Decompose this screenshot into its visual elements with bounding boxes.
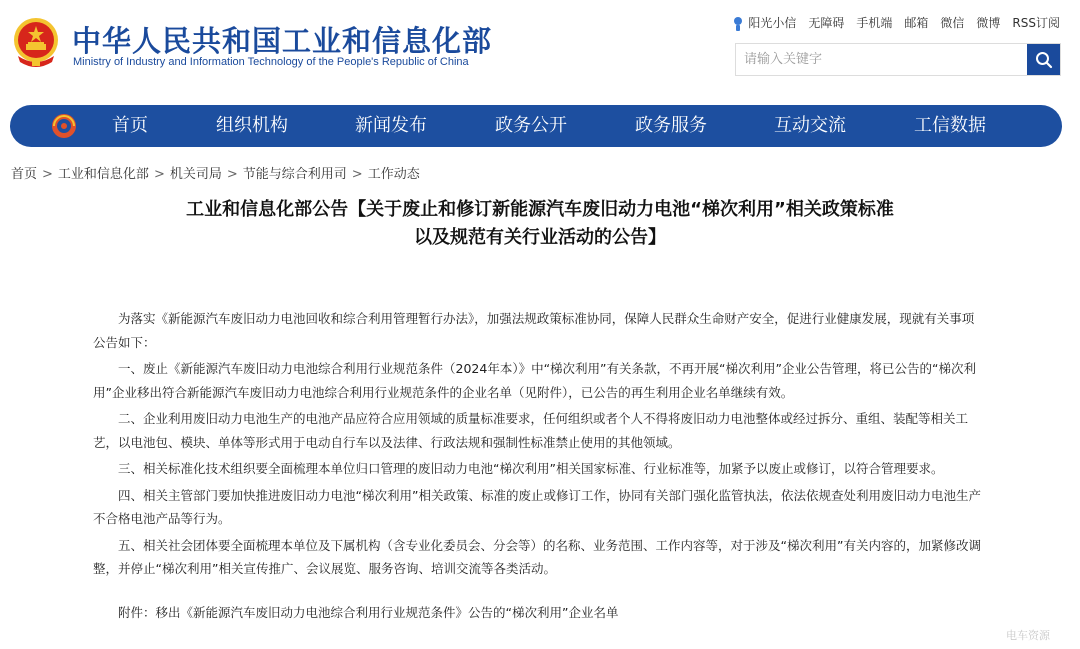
top-link-rss[interactable]: RSS订阅 [1012, 16, 1060, 31]
search-input[interactable] [736, 44, 1028, 75]
watermark: 电车资源 [1006, 629, 1050, 642]
breadcrumb [11, 163, 420, 182]
top-link-mobile[interactable]: 手机端 [856, 16, 893, 31]
article-paragraph-1: 一、废止《新能源汽车废旧动力电池综合利用行业规范条件（2024年本）》中“梯次利用”有关条款，不再开展“梯次利用”企业公告管理，将已公告的“梯次利用”企业移出符合新能源汽车废旧动力电池综合利用行业规范条件的企业名单（见附件），已公告的再生利用企业名单继续有效。 [93, 361, 976, 400]
nav-item-news[interactable]: 新闻发布 [355, 115, 427, 136]
article-title [100, 196, 980, 252]
top-link-label: 阳光小信 [748, 16, 797, 30]
breadcrumb-ministry[interactable]: 工业和信息化部 [57, 167, 149, 182]
breadcrumb-separator: > [153, 167, 165, 182]
search-icon [1035, 51, 1053, 69]
top-link-weibo[interactable]: 微博 [976, 16, 1001, 31]
top-link-wechat[interactable]: 微信 [940, 16, 965, 31]
article-paragraph-2: 二、企业利用废旧动力电池生产的电池产品应符合应用领域的质量标准要求，任何组织或者个人不得将废旧动力电池整体或经过拆分、重组、装配等相关工艺，以电池包、模块、单体等形式用于电动自行车以及法律、行政法规和强制性标准禁止使用的其他领域。 [93, 411, 969, 450]
article-paragraph-3: 三、相关标准化技术组织要全面梳理本单位归口管理的废旧动力电池“梯次利用”相关国家标准、行业标准等，加紧予以废止或修订，以符合管理要求。 [118, 461, 944, 476]
nav-item-interaction[interactable]: 互动交流 [774, 115, 846, 136]
breadcrumb-energy-dept[interactable]: 节能与综合利用司 [242, 167, 347, 182]
article-title-line1: 工业和信息化部公告【关于废止和修订新能源汽车废旧动力电池“梯次利用”相关政策标准 [186, 199, 894, 220]
main-nav [10, 105, 1062, 147]
article-title-line2: 以及规范有关行业活动的公告】 [414, 227, 666, 248]
top-link-mail[interactable]: 邮箱 [904, 16, 929, 31]
site-subtitle: Ministry of Industry and Information Technology of the People's Republic of China [73, 56, 469, 68]
breadcrumb-departments[interactable]: 机关司局 [169, 167, 222, 182]
sun-icon [732, 16, 744, 32]
site-header [0, 0, 1080, 100]
article-attachment-link[interactable]: 附件：移出《新能源汽车废旧动力电池综合利用行业规范条件》公告的“梯次利用”企业名单 [118, 604, 619, 620]
breadcrumb-separator: > [351, 167, 363, 182]
search-box [735, 43, 1061, 76]
article-paragraph-intro: 为落实《新能源汽车废旧动力电池回收和综合利用管理暂行办法》，加强法规政策标准协同，保障人民群众生命财产安全，促进行业健康发展，现就有关事项公告如下： [93, 311, 975, 350]
nav-item-data[interactable]: 工信数据 [914, 115, 986, 136]
article-paragraph-4: 四、相关主管部门要加快推进废旧动力电池“梯次利用”相关政策、标准的废止或修订工作，协同有关部门强化监管执法，依法依规查处利用废旧动力电池生产不合格电池产品等行为。 [93, 487, 981, 526]
breadcrumb-separator: > [42, 167, 53, 182]
nav-item-organization[interactable]: 组织机构 [216, 115, 288, 136]
search-button[interactable] [1027, 44, 1060, 75]
nav-item-home[interactable]: 首页 [112, 115, 148, 136]
breadcrumb-work-updates[interactable]: 工作动态 [367, 167, 420, 182]
article-paragraph-5: 五、相关社会团体要全面梳理本单位及下属机构（含专业化委员会、分会等）的名称、业务范围、工作内容等，对于涉及“梯次利用”有关内容的，加紧修改调整，并停止“梯次利用”相关宣传推广、会议展览、服务咨询、培训交流等各类活动。 [93, 537, 981, 576]
top-link-sunshine[interactable] [732, 14, 796, 32]
top-link-accessibility[interactable]: 无障碍 [808, 16, 845, 31]
nav-logo-icon [50, 112, 78, 140]
top-links [732, 14, 1060, 32]
site-title[interactable]: 中华人民共和国工业和信息化部 [72, 24, 493, 58]
national-emblem-icon[interactable] [12, 16, 60, 68]
breadcrumb-separator: > [226, 167, 238, 182]
nav-item-gov-services[interactable]: 政务服务 [635, 115, 707, 136]
breadcrumb-home[interactable]: 首页 [11, 167, 38, 182]
article-body [93, 307, 983, 627]
nav-item-gov-affairs[interactable]: 政务公开 [495, 115, 567, 136]
